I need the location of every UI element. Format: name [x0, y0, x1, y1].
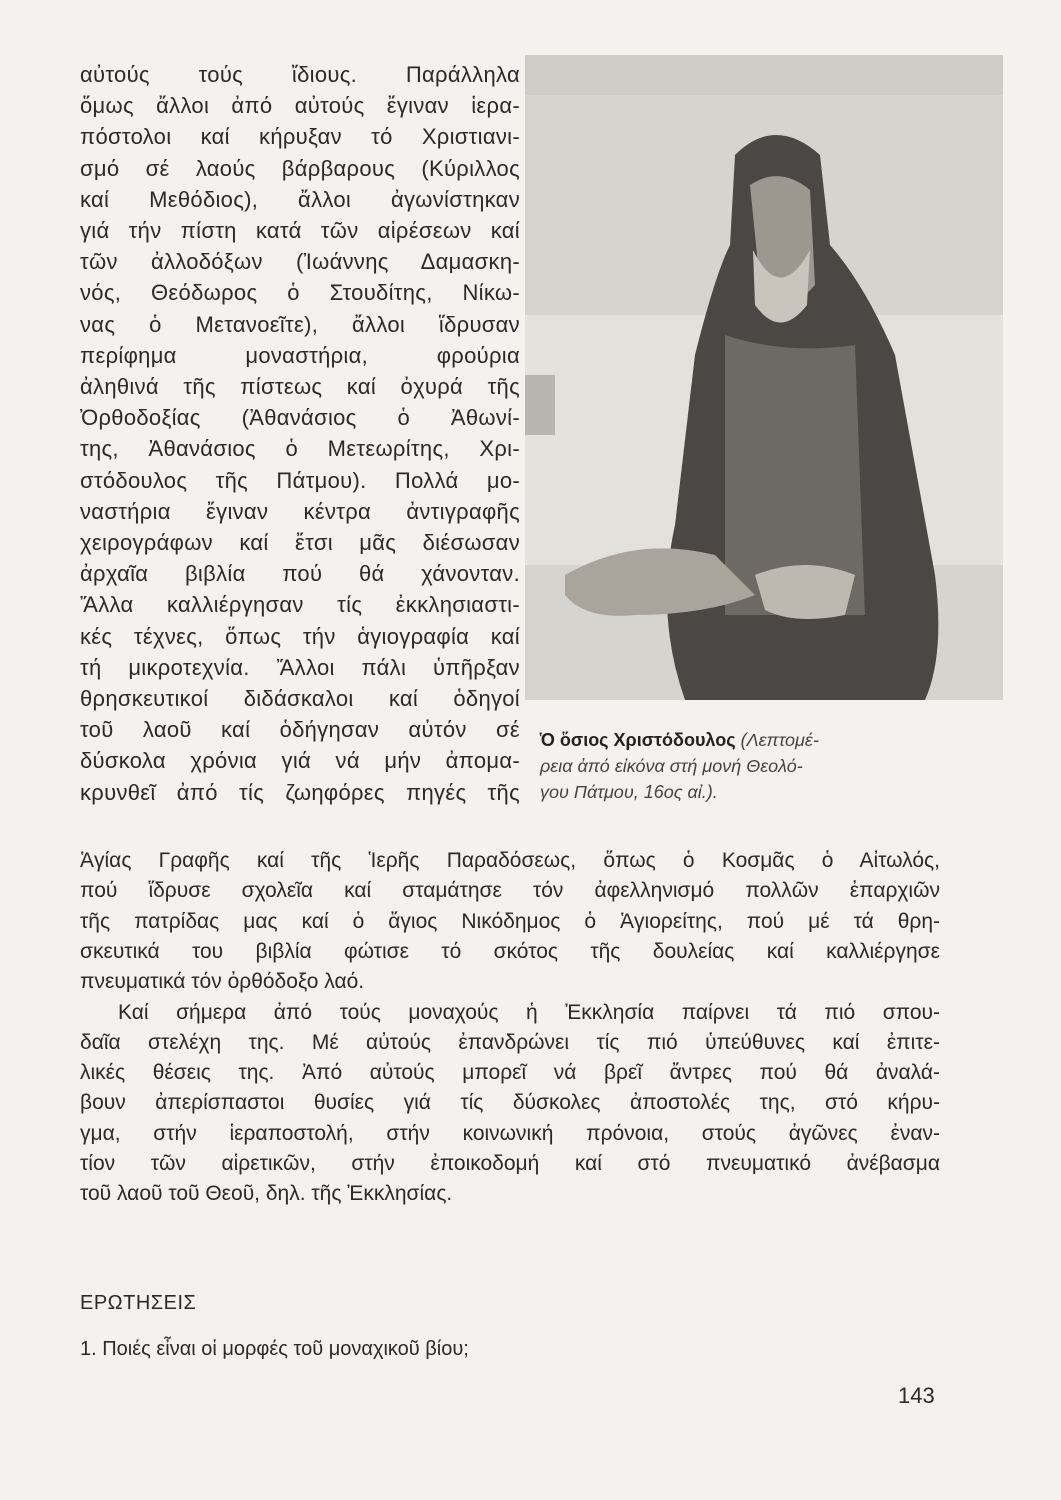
caption-text: γου Πάτμου, 16ος αἰ.). — [540, 782, 718, 802]
text-line: κές τέχνες, ὅπως τήν ἁγιογραφία καί — [80, 623, 520, 649]
text-line: Ἄλλα καλλιέργησαν τίς ἐκκλησιαστι- — [80, 592, 520, 618]
text-line: τοῦ λαοῦ καί ὁδήγησαν αὐτόν σέ — [80, 717, 520, 743]
text-line: νας ὁ Μετανοεῖτε), ἄλλοι ἵδρυσαν — [80, 311, 520, 337]
text-line: θρησκευτικοί διδάσκαλοι καί ὁδηγοί — [80, 686, 520, 711]
monk-portrait-image — [525, 55, 1003, 700]
text-line: πνευματικά τόν ὀρθόδοξο λαό. — [80, 970, 365, 994]
photo-caption — [540, 727, 940, 805]
text-line: περίφημα μοναστήρια, φρούρια — [80, 342, 520, 368]
caption-text: ρεια ἀπό εἰκόνα στή μονή Θεολό- — [540, 756, 803, 776]
page-number: 143 — [898, 1383, 935, 1408]
text-line: τῆς πατρίδας μας καί ὁ ἅγιος Νικόδημος ὁ Ἁγιορείτης, πού μέ τά θρη- — [80, 909, 940, 933]
text-line: σμό σέ λαούς βάρβαρους (Κύριλλος — [80, 155, 520, 181]
icon-photo-saint-christodoulos — [525, 55, 1003, 700]
text-line: ἀληθινά τῆς πίστεως καί ὀχυρά τῆς — [80, 374, 520, 399]
text-line: τίον τῶν αἱρετικῶν, στήν ἐποικοδομή καί στό πνευματικό ἀνέβασμα — [80, 1152, 940, 1175]
text-line: Καί σήμερα ἀπό τούς μοναχούς ἡ Ἐκκλησία παίρνει τά πιό σπου- — [118, 1000, 940, 1024]
caption-text: (Λεπτομέ- — [740, 730, 819, 750]
text-line: λικές θέσεις της. Ἀπό αὐτούς μπορεῖ νά βρεῖ ἄντρες πού θά ἀναλά- — [80, 1061, 940, 1085]
text-line: πόστολοι καί κήρυξαν τό Χριστιανι- — [80, 124, 520, 150]
text-line: κρυνθεῖ ἀπό τίς ζωηφόρες πηγές τῆς — [80, 779, 520, 805]
text-line: τῶν ἀλλοδόξων (Ἰωάννης Δαμασκη- — [80, 249, 520, 275]
question-item: 1. Ποιές εἶναι οἱ μορφές τοῦ μοναχικοῦ βίου; — [80, 1338, 469, 1360]
text-line: στόδουλος τῆς Πάτμου). Πολλά μο- — [80, 467, 520, 493]
text-line: δαῖα στελέχη της. Μέ αὐτούς ἐπανδρώνει τίς πιό ὑπεύθυνες καί ἐπιτε- — [80, 1030, 940, 1054]
text-line: Ὀρθοδοξίας (Ἀθανάσιος ὁ Ἀθωνί- — [80, 405, 520, 431]
text-line: ὅμως ἄλλοι ἀπό αὐτούς ἔγιναν ἱερα- — [80, 93, 520, 119]
text-line: αὐτούς τούς ἴδιους. Παράλληλα — [80, 62, 520, 87]
text-line: Ἁγίας Γραφῆς καί τῆς Ἱερῆς Παραδόσεως, ὅπως ὁ Κοσμᾶς ὁ Αἰτωλός, — [80, 849, 940, 872]
text-line: καί Μεθόδιος), ἄλλοι ἀγωνίστηκαν — [80, 186, 520, 212]
text-line: τοῦ λαοῦ τοῦ Θεοῦ, δηλ. τῆς Ἐκκλησίας. — [80, 1182, 453, 1206]
text-line: πού ἵδρυσε σχολεῖα καί σταμάτησε τόν ἀφελληνισμό πολλῶν ἐπαρχιῶν — [80, 879, 940, 903]
text-line: τή μικροτεχνία. Ἄλλοι πάλι ὑπῆρξαν — [80, 654, 520, 680]
text-line: γιά τήν πίστη κατά τῶν αἱρέσεων καί — [80, 218, 520, 243]
text-line: ἀρχαῖα βιβλία πού θά χάνονταν. — [80, 561, 520, 587]
caption-title: Ὁ ὅσιος Χριστόδουλος — [540, 730, 736, 750]
text-line: ναστήρια ἔγιναν κέντρα ἀντιγραφῆς — [80, 498, 520, 524]
questions-heading: ΕΡΩΤΗΣΕΙΣ — [80, 1292, 197, 1314]
text-line: γμα, στήν ἱεραποστολή, στήν κοινωνική πρόνοια, στούς ἀγῶνες ἐναν- — [80, 1121, 940, 1145]
text-line: νός, Θεόδωρος ὁ Στουδίτης, Νίκω- — [80, 280, 520, 306]
text-line: δύσκολα χρόνια γιά νά μήν ἀπομα- — [80, 748, 520, 774]
text-line: βουν ἀπερίσπαστοι θυσίες γιά τίς δύσκολες ἀποστολές της, στό κήρυ- — [80, 1091, 940, 1115]
text-line: σκευτικά του βιβλία φώτισε τό σκότος τῆς δουλείας καί καλλιέργησε — [80, 939, 940, 963]
text-line: χειρογράφων καί ἔτσι μᾶς διέσωσαν — [80, 530, 520, 555]
text-line: της, Ἀθανάσιος ὁ Μετεωρίτης, Χρι- — [80, 436, 520, 462]
